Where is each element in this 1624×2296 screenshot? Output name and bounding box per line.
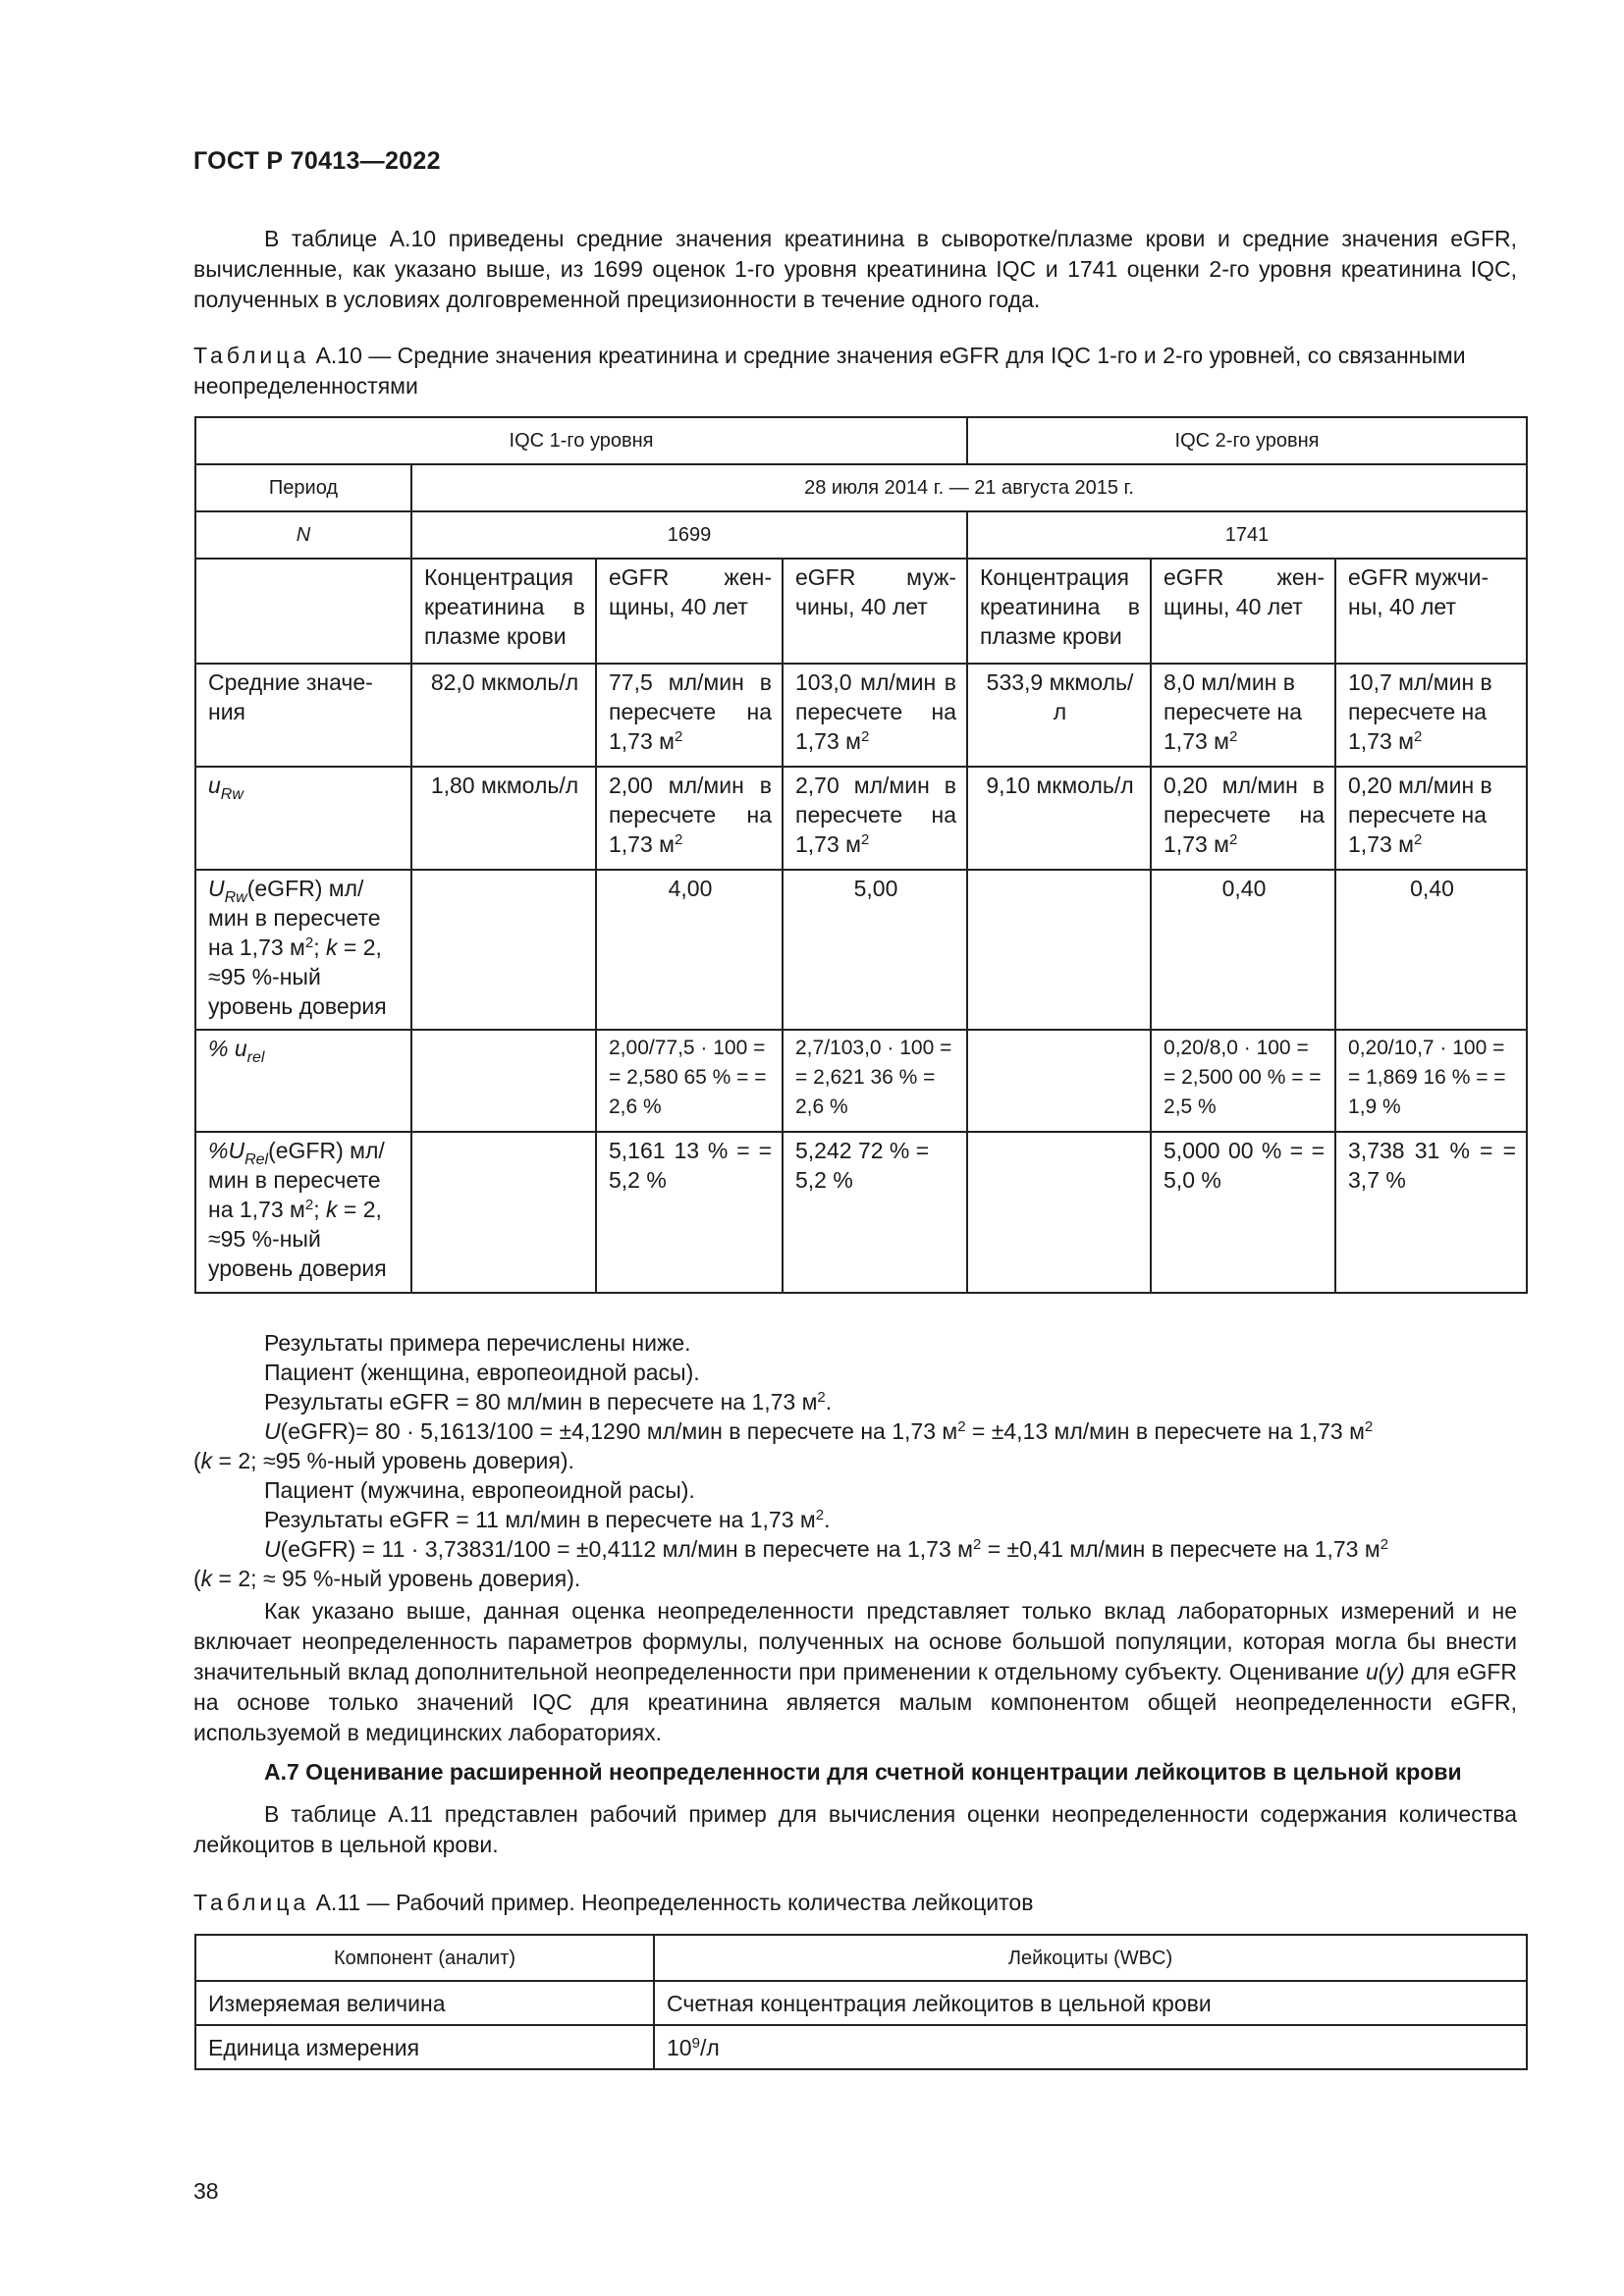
table-row <box>195 664 1527 767</box>
table-cell: 5,000 00 % = = 5,0 % <box>1151 1132 1335 1293</box>
table-cell: 0,20/10,7 · 100 = = 1,869 16 % = = 1,9 % <box>1335 1030 1527 1132</box>
table-cell: 2,00 мл/мин в пересчете на 1,73 $м^2$ <box>596 767 783 870</box>
table-cell: Счетная концентрация лейкоцитов в цельной крови <box>654 1981 1527 2025</box>
row-label: $\%U_{Rel}(eGFR)$ мл/мин в пересчете на 1,73 $м^2$; k = 2, ≈95 %-ный уровень доверия <box>195 1132 411 1293</box>
table-cell: 10,7 мл/мин в пересчете на 1,73 $м^2$ <box>1335 664 1527 767</box>
table-cell <box>411 1132 596 1293</box>
table-cell: 5,161 13 % = = 5,2 % <box>596 1132 783 1293</box>
table-cell: 0,20 мл/мин в пересчете на 1,73 $м^2$ <box>1335 767 1527 870</box>
section-a7-heading: А.7 Оценивание расширенной неопределенности для счетной концентрации лейкоцитов в цельной крови <box>264 1759 1462 1785</box>
table-cell <box>411 870 596 1030</box>
row-label: Измеряемая величина <box>195 1981 654 2025</box>
table-a11-caption <box>193 1888 1517 1918</box>
col-header: eGFR женщины, 40 лет <box>596 559 783 664</box>
table-cell <box>967 1030 1151 1132</box>
table-cell: 8,0 мл/мин в пересчете на 1,73 $м^2$ <box>1151 664 1335 767</box>
table-a11 <box>194 1934 1528 2070</box>
table-row <box>195 559 1527 664</box>
header-iqc-level1: IQC 1-го уровня <box>195 417 967 464</box>
row-label: $U_{Rw}(eGFR)$ мл/мин в пересчете на 1,73 $м^2$; k = 2, ≈95 %-ный уровень доверия <box>195 870 411 1030</box>
table-cell: 0,40 <box>1151 870 1335 1030</box>
table-cell: $10^9/л$ <box>654 2025 1527 2069</box>
row-label: Единица измерения <box>195 2025 654 2069</box>
table-row <box>195 1132 1527 1293</box>
table-cell: 9,10 мкмоль/л <box>967 767 1151 870</box>
table-cell: 2,70 мл/мин в пересчете на 1,73 $м^2$ <box>783 767 967 870</box>
col-header: Концентрация креатинина в плазме крови <box>967 559 1151 664</box>
col-header: eGFR мужчины, 40 лет <box>1335 559 1527 664</box>
table-cell: 3,738 31 % = = 3,7 % <box>1335 1132 1527 1293</box>
table-cell <box>967 1132 1151 1293</box>
row-label: Средние значения <box>195 664 411 767</box>
table-row <box>195 417 1527 464</box>
n-label: N <box>195 511 411 559</box>
row-label: $u_{Rw}$ <box>195 767 411 870</box>
table-cell: 0,40 <box>1335 870 1527 1030</box>
header-component: Компонент (аналит) <box>195 1935 654 1981</box>
period-value: 28 июля 2014 г. — 21 августа 2015 г. <box>411 464 1527 511</box>
table-cell: 5,00 <box>783 870 967 1030</box>
table-row <box>195 1030 1527 1132</box>
header-leukocytes: Лейкоциты (WBC) <box>654 1935 1527 1981</box>
table-cell: 5,242 72 % = 5,2 % <box>783 1132 967 1293</box>
header-iqc-level2: IQC 2-го уровня <box>967 417 1527 464</box>
table-cell: 2,00/77,5 · 100 = = 2,580 65 % = = 2,6 % <box>596 1030 783 1132</box>
table-cell <box>411 1030 596 1132</box>
period-label: Период <box>195 464 411 511</box>
table-row <box>195 767 1527 870</box>
table-label: Таблица <box>193 1890 310 1915</box>
table-caption-text: А.11 — Рабочий пример. Неопределенность количества лейкоцитов <box>309 1890 1034 1915</box>
table-cell: 4,00 <box>596 870 783 1030</box>
table-a10 <box>194 416 1528 1294</box>
table-cell: 1,80 мкмоль/л <box>411 767 596 870</box>
page-number: 38 <box>193 2178 219 2204</box>
row-label: % $u_{rel}$ <box>195 1030 411 1132</box>
n-level2: 1741 <box>967 511 1527 559</box>
uncertainty-paragraph: Как указано выше, данная оценка неопределенности представляет только вклад лабораторных измерений и не включает неопределенность параметров формулы, полученных на основе большой популяции, которая могла бы внести значительный вклад дополнительной неопределенности при применении к отдельному субъекту. Оценивание u(y) для eGFR на основе только значений IQC для креатинина является малым компонентом общей неопределенности eGFR, используемой в медицинских лабораториях. <box>193 1598 1517 1745</box>
table-cell: 0,20 мл/мин в пересчете на 1,73 $м^2$ <box>1151 767 1335 870</box>
table-row <box>195 2025 1527 2069</box>
document-header: ГОСТ Р 70413—2022 <box>193 147 441 175</box>
table-row <box>195 464 1527 511</box>
table-cell <box>967 870 1151 1030</box>
table-cell: 103,0 мл/мин в пересчете на 1,73 $м^2$ <box>783 664 967 767</box>
table-caption-text: А.10 — Средние значения креатинина и средние значения eGFR для IQC 1-го и 2-го уровней, со связанными неопределенностями <box>193 343 1466 399</box>
col-header: Концентрация креатинина в плазме крови <box>411 559 596 664</box>
n-level1: 1699 <box>411 511 967 559</box>
table-row <box>195 1935 1527 1981</box>
table-row <box>195 1981 1527 2025</box>
col-header: eGFR мужчины, 40 лет <box>783 559 967 664</box>
table-cell: 77,5 мл/мин в пересчете на 1,73 $м^2$ <box>596 664 783 767</box>
intro-paragraph: В таблице А.10 приведены средние значения креатинина в сыворотке/плазме крови и средние значения eGFR, вычисленные, как указано выше, из 1699 оценок 1-го уровня креатинина IQC и 1741 оценки 2-го уровня креатинина IQC, полученных в условиях долговременной прецизионности в течение одного года. <box>193 226 1517 312</box>
table-cell: 533,9 мкмоль/л <box>967 664 1151 767</box>
example-results: Результаты примера перечислены ниже. Пациент (женщина, европеоидной расы). Результаты eGFR = 80 мл/мин в пересчете на 1,73 $м^2$. U(eGFR)= 80 · 5,1613/100 = ±4,1290 мл/мин в пересчете на 1,73 $м^2 = \pm 4,13$ мл/мин в пересчете на 1,73 $м^2$ (k = 2; ≈95 %-ный уровень доверия). Пациент (мужчина, европеоидной расы). Результаты eGFR = 11 мл/мин в пересчете на 1,73 $м^2$. U(eGFR) = 11 · 3,73831/100 = ±0,4112 мл/мин в пересчете на 1,73 $м^2 = \pm 0,41$ мл/мин в пересчете на 1,73 $м^2$ (k = 2; ≈ 95 %-ный уровень доверия). <box>193 1330 1389 1591</box>
table-a11-intro: В таблице А.11 представлен рабочий пример для вычисления оценки неопределенности содержания количества лейкоцитов в цельной крови. <box>193 1801 1517 1857</box>
table-a10-caption <box>193 341 1517 401</box>
table-row <box>195 511 1527 559</box>
table-cell <box>195 559 411 664</box>
table-cell: 2,7/103,0 · 100 = = 2,621 36 % = 2,6 % <box>783 1030 967 1132</box>
table-row <box>195 870 1527 1030</box>
table-label: Таблица <box>193 343 310 368</box>
table-cell: 82,0 мкмоль/л <box>411 664 596 767</box>
table-cell: 0,20/8,0 · 100 = = 2,500 00 % = = 2,5 % <box>1151 1030 1335 1132</box>
col-header: eGFR женщины, 40 лет <box>1151 559 1335 664</box>
